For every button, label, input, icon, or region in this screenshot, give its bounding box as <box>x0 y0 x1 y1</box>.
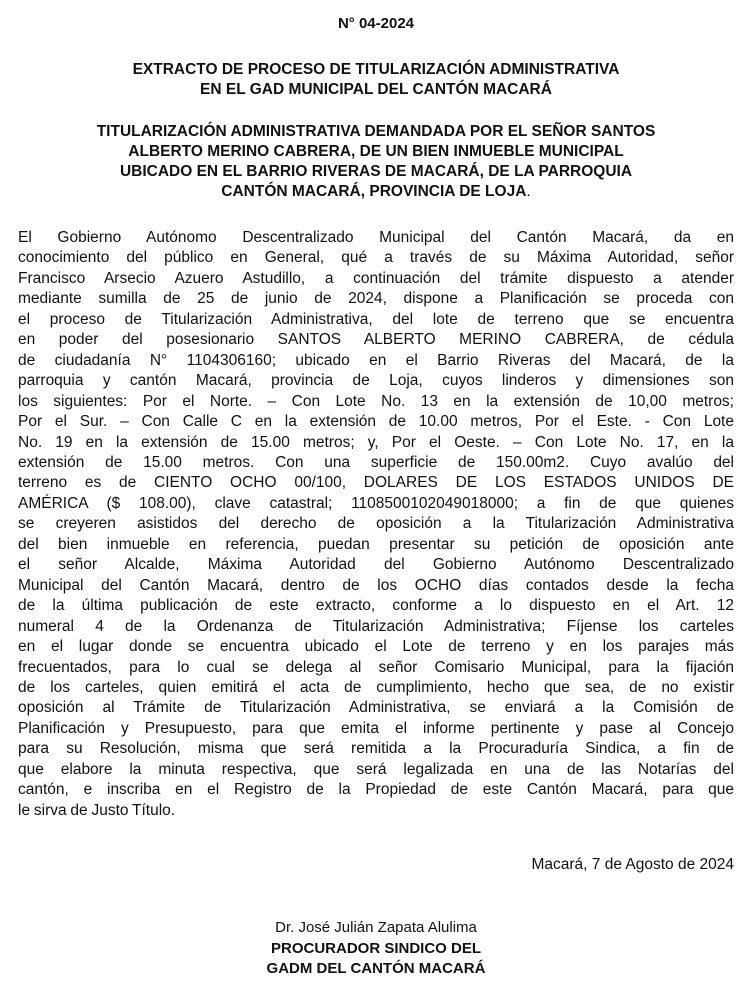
subject-heading <box>0 122 752 202</box>
body-line: se creyeren asistidos del derecho de oposición a la Titularización Administrativa <box>18 515 734 533</box>
subject-heading-line <box>0 182 752 202</box>
main-heading-line: EXTRACTO DE PROCESO DE TITULARIZACIÓN ADMINISTRATIVA <box>132 61 620 78</box>
subject-heading-text: CANTÓN MACARÁ, PROVINCIA DE LOJA <box>221 183 527 200</box>
document-date: Macará, 7 de Agosto de 2024 <box>531 856 734 873</box>
body-line: en poder del posesionario SANTOS ALBERTO MERINO CABRERA, de cédula <box>18 331 734 349</box>
body-line: de la última publicación de este extracto, conforme a lo dispuesto en el Art. 12 <box>18 597 734 615</box>
body-line: parroquia y cantón Macará, provincia de Loja, cuyos linderos y dimensiones son <box>18 372 734 390</box>
subject-heading-period: . <box>526 183 531 200</box>
body-line: mediante sumilla de 25 de junio de 2024, dispone a Planificación se proceda con <box>18 290 734 308</box>
signatory-title: PROCURADOR SINDICO DEL <box>270 939 481 957</box>
subject-heading-line: UBICADO EN EL BARRIO RIVERAS DE MACARÁ, DE LA PARROQUIA <box>119 163 633 180</box>
document-number: N° 04-2024 <box>337 15 415 32</box>
signatory-name: Dr. José Julián Zapata Alulima <box>275 919 477 936</box>
body-line: el proceso de Titularización Administrativa, del lote de terreno que se encuentra <box>18 310 734 328</box>
body-line: los siguientes: Por el Norte. – Con Lote No. 13 en la extensión de 10,00 metros; <box>18 392 734 410</box>
body-line: AMÉRICA ($ 108.00), clave catastral; 1108500102049018000; a fin de que quienes <box>18 494 734 512</box>
body-line: que elabore la minuta respectiva, que será legalizada en una de las Notarías del <box>18 760 734 778</box>
signatory-title: GADM DEL CANTÓN MACARÁ <box>266 960 486 977</box>
body-line: frecuentados, para lo cual se delega al señor Comisario Municipal, para la fijación <box>18 658 734 676</box>
body-line: numeral 4 de la Ordenanza de Titularización Administrativa; Fíjense los carteles <box>18 617 734 635</box>
subject-heading-line: TITULARIZACIÓN ADMINISTRATIVA DEMANDADA POR EL SEÑOR SANTOS <box>96 123 656 140</box>
main-heading-line: EN EL GAD MUNICIPAL DEL CANTÓN MACARÁ <box>200 81 552 98</box>
body-line: el señor Alcalde, Máxima Autoridad del Gobierno Autónomo Descentralizado <box>18 556 734 574</box>
body-line: Francisco Arsecio Azuero Astudillo, a continuación del trámite dispuesto a atender <box>18 269 734 287</box>
body-line: Por el Sur. – Con Calle C en la extensión de 10.00 metros, Por el Este. - Con Lote <box>18 413 734 431</box>
body-line: en el lugar donde se encuentra ubicado el Lote de terreno y en los parajes más <box>18 638 734 656</box>
body-line: de los carteles, quien emitirá el acta de cumplimiento, hecho que sea, de no existir <box>18 678 734 696</box>
body-line: le sirva de Justo Título. <box>18 801 176 819</box>
body-line: conocimiento del público en General, qué a través de su Máxima Autoridad, señor <box>18 249 734 267</box>
subject-heading-line: ALBERTO MERINO CABRERA, DE UN BIEN INMUEBLE MUNICIPAL <box>128 143 624 160</box>
body-line: oposición al Trámite de Titularización Administrativa, se enviará a la Comisión de <box>18 699 734 717</box>
body-line: extensión de 15.00 metros. Con una superficie de 150.00m2. Cuyo avalúo del <box>18 453 734 471</box>
body-line: Planificación y Presupuesto, para que emita el informe pertinente y pase al Concejo <box>18 719 734 737</box>
body-line: de ciudadanía N° 1104306160; ubicado en el Barrio Riveras del Macará, de la <box>18 351 734 369</box>
body-line: Municipal del Cantón Macará, dentro de los OCHO días contados desde la fecha <box>18 576 734 594</box>
body-line: del bien inmueble en referencia, puedan presentar su petición de oposición ante <box>18 535 734 553</box>
body-line: No. 19 en la extensión de 15.00 metros; y, Por el Oeste. – Con Lote No. 17, en la <box>18 433 734 451</box>
main-heading <box>0 60 752 100</box>
body-line: para su Resolución, misma que será remitida a la Procuraduría Sindica, a fin de <box>18 740 734 758</box>
body-paragraph <box>18 228 734 821</box>
body-line: El Gobierno Autónomo Descentralizado Municipal del Cantón Macará, da en <box>18 229 734 246</box>
body-line: terreno es de CIENTO OCHO 00/100, DOLARES DE LOS ESTADOS UNIDOS DE <box>18 474 734 492</box>
signature-block <box>0 918 752 980</box>
body-line: cantón, e inscriba en el Registro de la Propiedad de este Cantón Macará, para que <box>18 781 734 799</box>
